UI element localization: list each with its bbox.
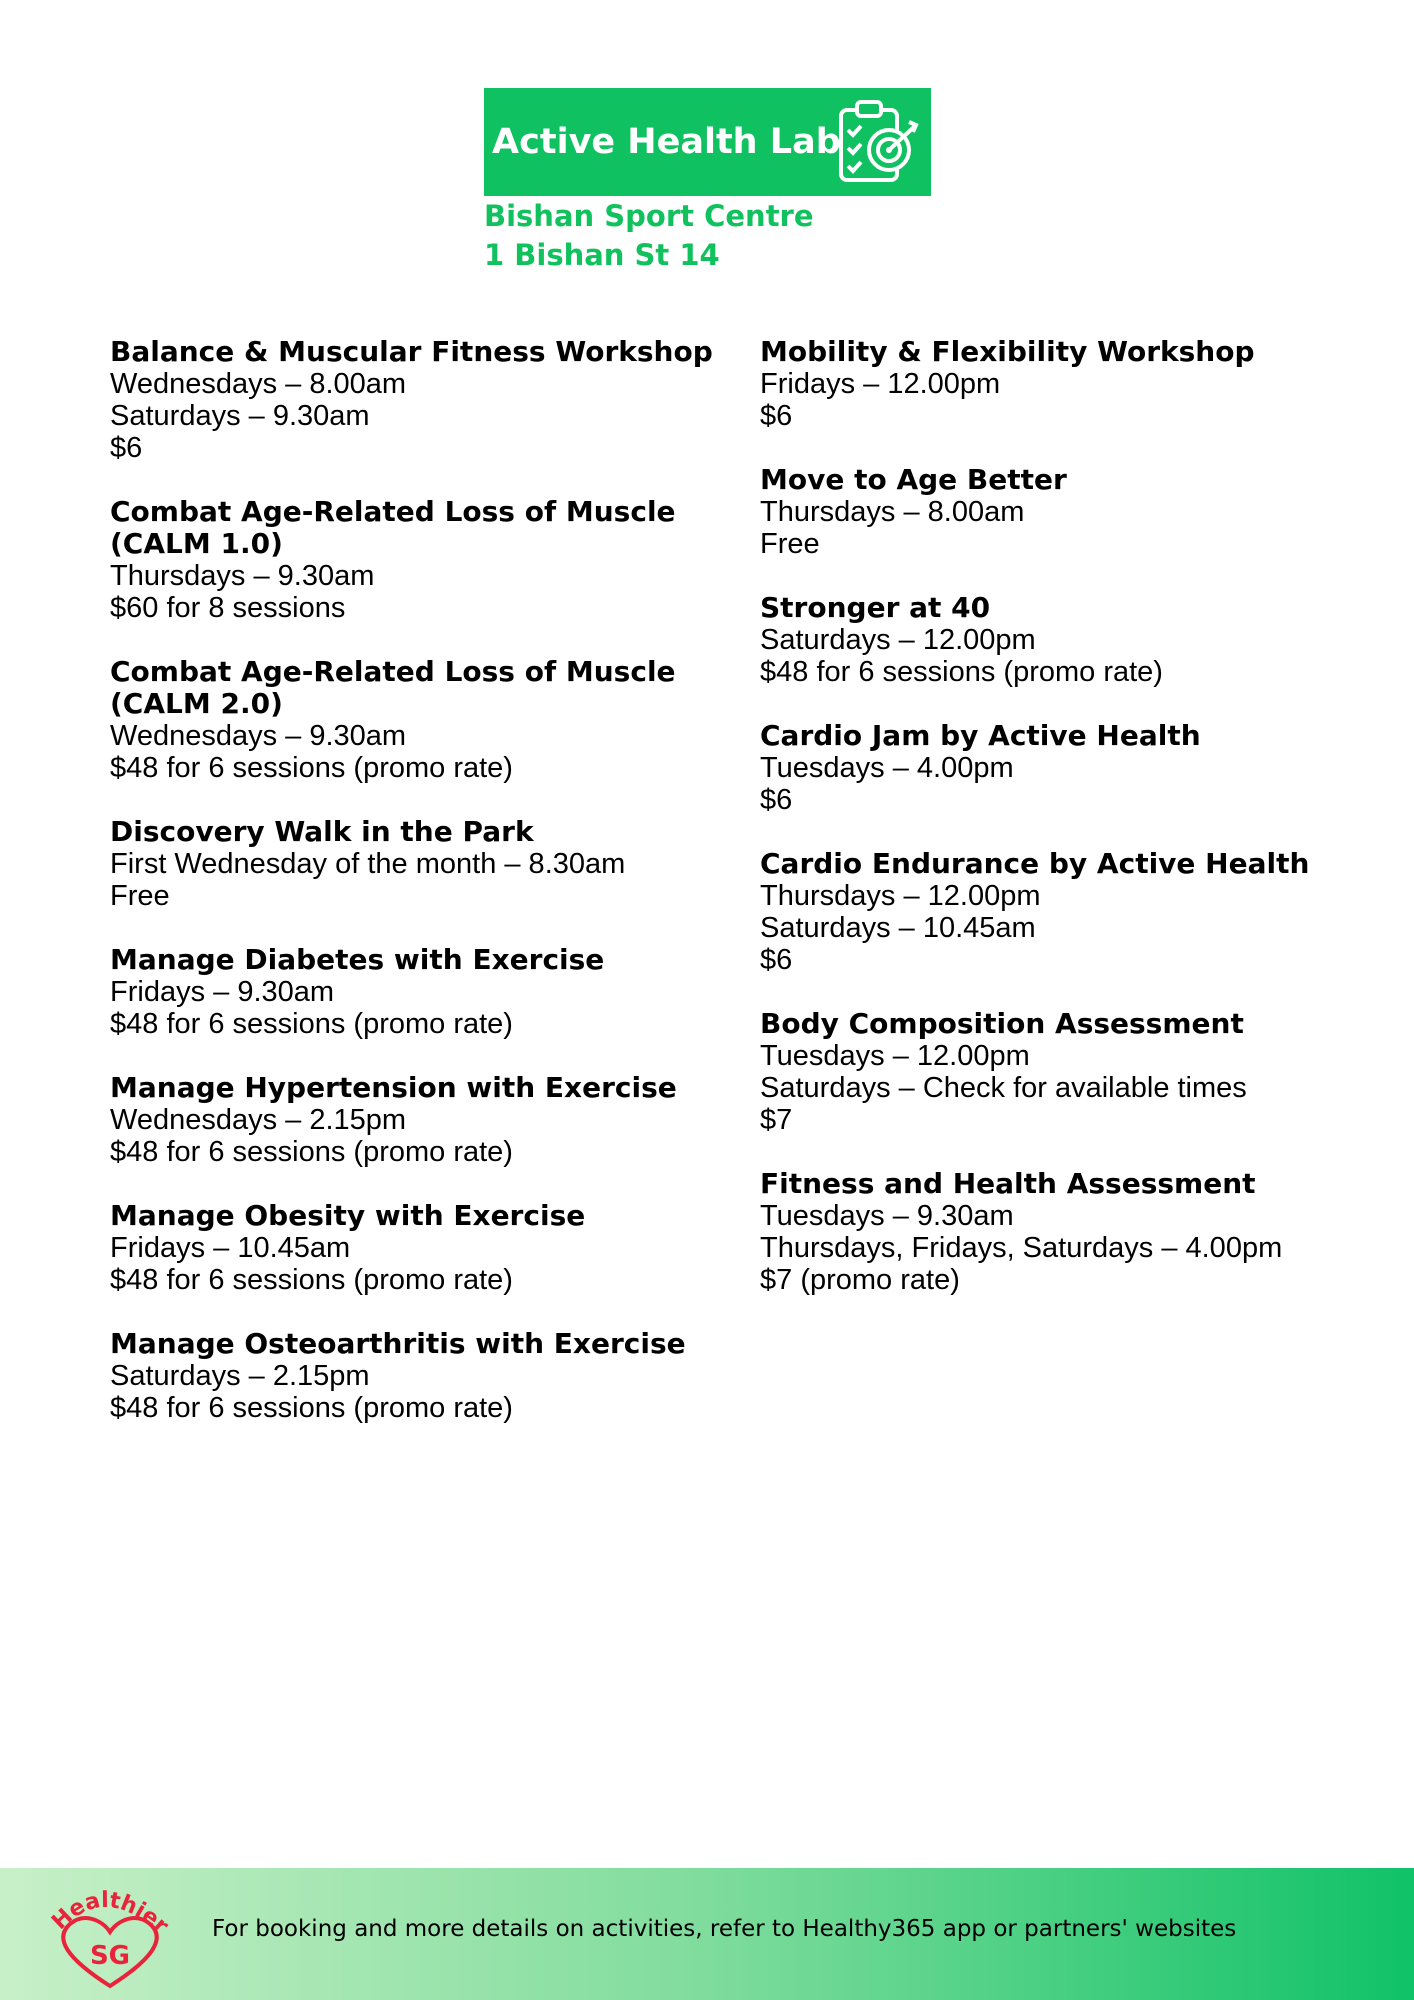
- venue-info: [484, 197, 814, 275]
- healthier-sg-logo: [46, 1882, 174, 1992]
- activity-title: Manage Diabetes with Exercise: [110, 943, 605, 976]
- activity-title: Combat Age-Related Loss of Muscle (CALM 2.0): [110, 655, 676, 720]
- activity-detail: Free: [760, 528, 820, 560]
- activity-title: Balance & Muscular Fitness Workshop: [110, 335, 713, 368]
- activity-detail: Thursdays – 9.30am: [110, 560, 375, 592]
- brand-banner: [484, 88, 931, 196]
- activity-detail: $48 for 6 sessions (promo rate): [110, 1136, 513, 1168]
- venue-address: 1 Bishan St 14: [484, 238, 720, 272]
- activity-detail: Tuesdays – 12.00pm: [760, 1040, 1030, 1072]
- activity-detail: Saturdays – 12.00pm: [760, 624, 1036, 656]
- activity-detail: Saturdays – 10.45am: [760, 912, 1036, 944]
- activity-item: [110, 496, 730, 624]
- activity-title: Body Composition Assessment: [760, 1007, 1244, 1040]
- activity-detail: Tuesdays – 4.00pm: [760, 752, 1014, 784]
- activity-item: [110, 1072, 730, 1168]
- logo-text-bottom: SG: [89, 1941, 131, 1971]
- activity-title: Manage Obesity with Exercise: [110, 1199, 586, 1232]
- footer-bar: [0, 1868, 1414, 2000]
- activity-detail: $48 for 6 sessions (promo rate): [110, 752, 513, 784]
- activity-detail: Free: [110, 880, 170, 912]
- activity-title: Mobility & Flexibility Workshop: [760, 335, 1255, 368]
- activity-detail: Fridays – 9.30am: [110, 976, 335, 1008]
- activity-title: Manage Osteoarthritis with Exercise: [110, 1327, 686, 1360]
- left-activity-list: [110, 336, 730, 1456]
- activity-item: [110, 1328, 730, 1424]
- activity-item: [110, 944, 730, 1040]
- logo-text-top: Healthier: [47, 1887, 173, 1939]
- activity-title: Manage Hypertension with Exercise: [110, 1071, 677, 1104]
- activity-detail: Wednesdays – 2.15pm: [110, 1104, 407, 1136]
- activity-detail: Fridays – 12.00pm: [760, 368, 1001, 400]
- activity-title: Fitness and Health Assessment: [760, 1167, 1256, 1200]
- activity-detail: Thursdays – 8.00am: [760, 496, 1025, 528]
- activity-detail: First Wednesday of the month – 8.30am: [110, 848, 626, 880]
- activity-item: [760, 720, 1400, 816]
- activity-title: Move to Age Better: [760, 463, 1067, 496]
- activity-detail: Wednesdays – 8.00am: [110, 368, 407, 400]
- activity-item: [760, 1168, 1400, 1296]
- footer-note: For booking and more details on activities, refer to Healthy365 app or partners' websites: [212, 1916, 1237, 1942]
- activity-item: [760, 592, 1400, 688]
- activity-detail: $7 (promo rate): [760, 1264, 960, 1296]
- activity-detail: $7: [760, 1104, 793, 1136]
- activity-detail: $48 for 6 sessions (promo rate): [110, 1392, 513, 1424]
- activity-item: [760, 336, 1400, 432]
- activity-detail: Saturdays – Check for available times: [760, 1072, 1247, 1104]
- activity-item: [110, 656, 730, 784]
- activity-detail: Tuesdays – 9.30am: [760, 1200, 1014, 1232]
- activity-item: [760, 848, 1400, 976]
- activity-detail: Fridays – 10.45am: [110, 1232, 351, 1264]
- activity-title: Cardio Jam by Active Health: [760, 719, 1201, 752]
- activity-item: [110, 1200, 730, 1296]
- activity-detail: $48 for 6 sessions (promo rate): [110, 1008, 513, 1040]
- activity-detail: $6: [760, 944, 793, 976]
- activity-title: Discovery Walk in the Park: [110, 815, 534, 848]
- activity-detail: Thursdays – 12.00pm: [760, 880, 1041, 912]
- activity-detail: Saturdays – 9.30am: [110, 400, 370, 432]
- activity-detail: Wednesdays – 9.30am: [110, 720, 407, 752]
- right-activity-list: [760, 336, 1400, 1328]
- activity-detail: $60 for 8 sessions: [110, 592, 346, 624]
- activity-title: Cardio Endurance by Active Health: [760, 847, 1310, 880]
- activity-title: Stronger at 40: [760, 591, 991, 624]
- activity-detail: Saturdays – 2.15pm: [110, 1360, 370, 1392]
- brand-title: Active Health Lab: [492, 122, 841, 162]
- activity-detail: $48 for 6 sessions (promo rate): [760, 656, 1163, 688]
- activity-item: [760, 464, 1400, 560]
- activity-detail: Thursdays, Fridays, Saturdays – 4.00pm: [760, 1232, 1283, 1264]
- activity-item: [110, 336, 730, 464]
- activity-item: [760, 1008, 1400, 1136]
- activity-detail: $6: [760, 784, 793, 816]
- activity-item: [110, 816, 730, 912]
- activity-detail: $48 for 6 sessions (promo rate): [110, 1264, 513, 1296]
- activity-detail: $6: [110, 432, 143, 464]
- activity-title: Combat Age-Related Loss of Muscle (CALM 1.0): [110, 495, 676, 560]
- venue-name: Bishan Sport Centre: [484, 199, 814, 233]
- clipboard-target-icon: [833, 98, 923, 186]
- activity-detail: $6: [760, 400, 793, 432]
